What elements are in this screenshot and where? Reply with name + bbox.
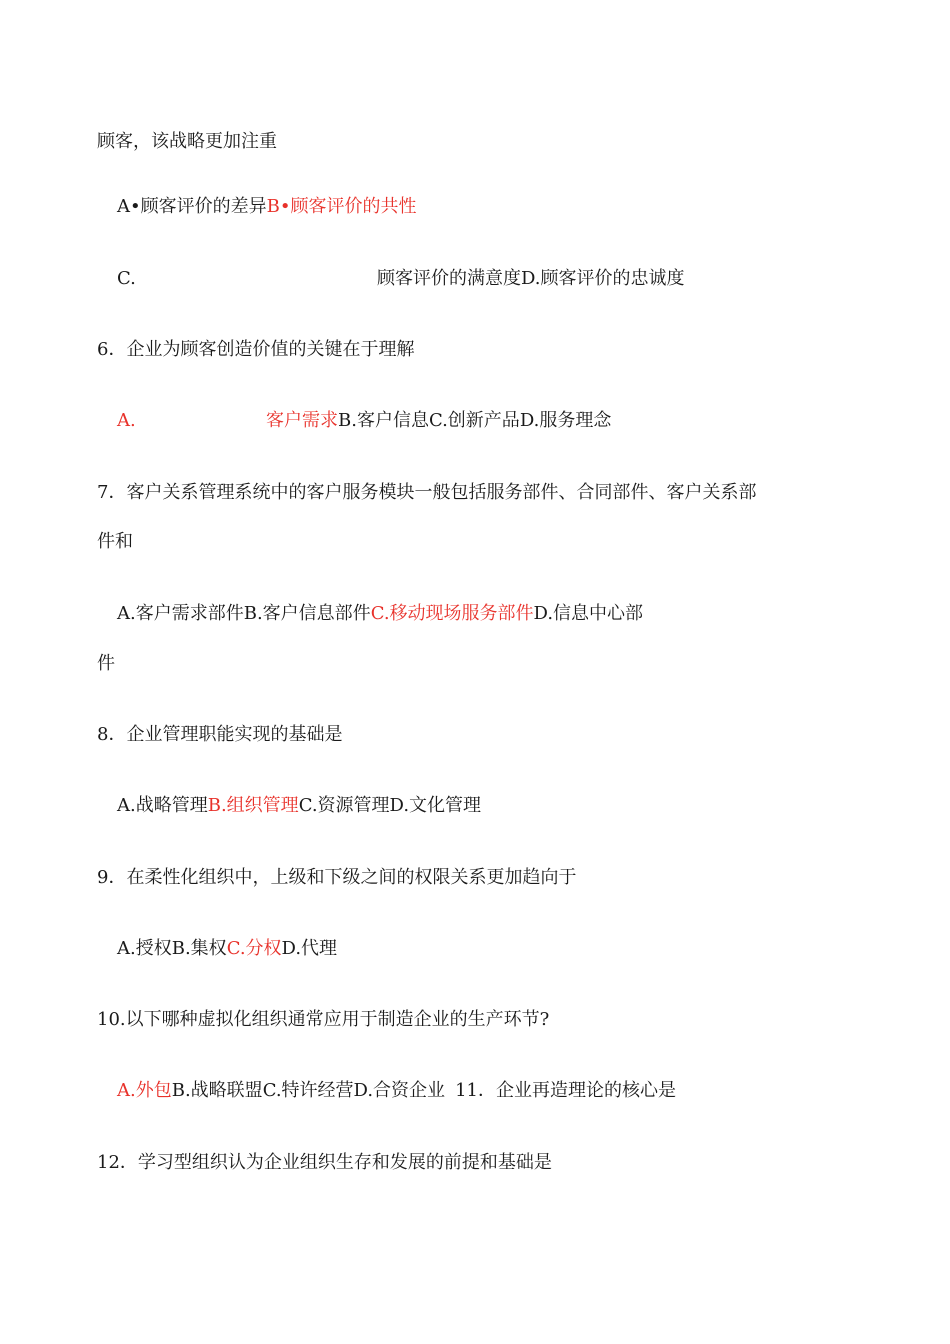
q5-option-c-text: 顾客评价的满意度	[377, 268, 521, 289]
q7-option-c-answer: C.移动现场服务部件	[370, 603, 534, 624]
q9-stem-text: 9．在柔性化组织中，上级和下级之间的权限关系更加趋向于	[97, 867, 577, 888]
q9-option-a: A.授权	[117, 938, 172, 959]
q5-stem-text: 顾客，该战略更加注重	[97, 131, 277, 152]
q7-stem-text-1: 7．客户关系管理系统中的客户服务模块一般包括服务部件、合同部件、客户关系部	[97, 482, 757, 503]
q6-option-b: B.客户信息	[338, 410, 429, 431]
q8-stem	[97, 723, 342, 747]
q8-option-b-answer: B.组织管理	[207, 795, 299, 816]
q10-option-c: C.特许经营	[262, 1080, 354, 1101]
q6-options	[266, 409, 611, 433]
q5-option-b-answer: B•顾客评价的共性	[266, 196, 417, 217]
q5-option-a: A•顾客评价的差异	[117, 196, 267, 217]
q12-stem-text: 12．学习型组织认为企业组织生存和发展的前提和基础是	[97, 1152, 552, 1173]
q8-option-a: A.战略管理	[117, 795, 208, 816]
q6-stem-text: 6．企业为顾客创造价值的关键在于理解	[97, 339, 415, 360]
q10-option-d: D.合资企业	[353, 1080, 446, 1101]
q6-option-d: D.服务理念	[519, 410, 612, 431]
q8-options	[117, 794, 481, 818]
q7-stem-line1	[97, 481, 756, 505]
q7-option-d-wrap	[97, 652, 115, 676]
q10-options	[117, 1079, 676, 1103]
q10-option-a-answer: A.外包	[117, 1080, 172, 1101]
q6-option-a-label: A.	[117, 410, 136, 431]
q6-stem	[97, 338, 414, 362]
q8-stem-text: 8．企业管理职能实现的基础是	[97, 724, 343, 745]
q7-option-b: B.客户信息部件	[243, 603, 371, 624]
q8-option-c: C.资源管理	[298, 795, 390, 816]
q7-stem-line2	[97, 530, 133, 554]
q6-option-c: C.创新产品	[428, 410, 520, 431]
q7-option-d: D.信息中心部	[533, 603, 644, 624]
q9-stem	[97, 866, 576, 890]
q5-stem	[97, 130, 277, 154]
q7-option-a: A.客户需求部件	[117, 603, 244, 624]
q9-option-c-answer: C.分权	[226, 938, 282, 959]
q5-options-cd-text	[377, 267, 685, 291]
q9-option-d: D.代理	[281, 938, 338, 959]
q9-options	[117, 937, 337, 961]
q10-option-b: B.战略联盟	[171, 1080, 263, 1101]
q5-options-ab	[117, 195, 416, 219]
q6-option-a-answer: 客户需求	[266, 410, 338, 431]
q12-stem	[97, 1151, 552, 1175]
q5-option-d: D.顾客评价的忠诚度	[521, 268, 685, 289]
q9-option-b: B.集权	[171, 938, 227, 959]
q5-option-c-label: C.	[117, 268, 136, 289]
q7-options	[117, 602, 643, 626]
q7-stem-text-2: 件和	[97, 531, 133, 552]
q10-stem-text: 10.以下哪种虚拟化组织通常应用于制造企业的生产环节?	[97, 1009, 550, 1030]
q11-stem-text: 11．企业再造理论的核心是	[455, 1080, 676, 1101]
q7-option-d-tail: 件	[97, 653, 115, 674]
q8-option-d: D.文化管理	[389, 795, 482, 816]
q10-stem	[97, 1008, 549, 1032]
q5-options-cd	[117, 267, 136, 291]
q6-option-a-label-line	[117, 409, 136, 433]
